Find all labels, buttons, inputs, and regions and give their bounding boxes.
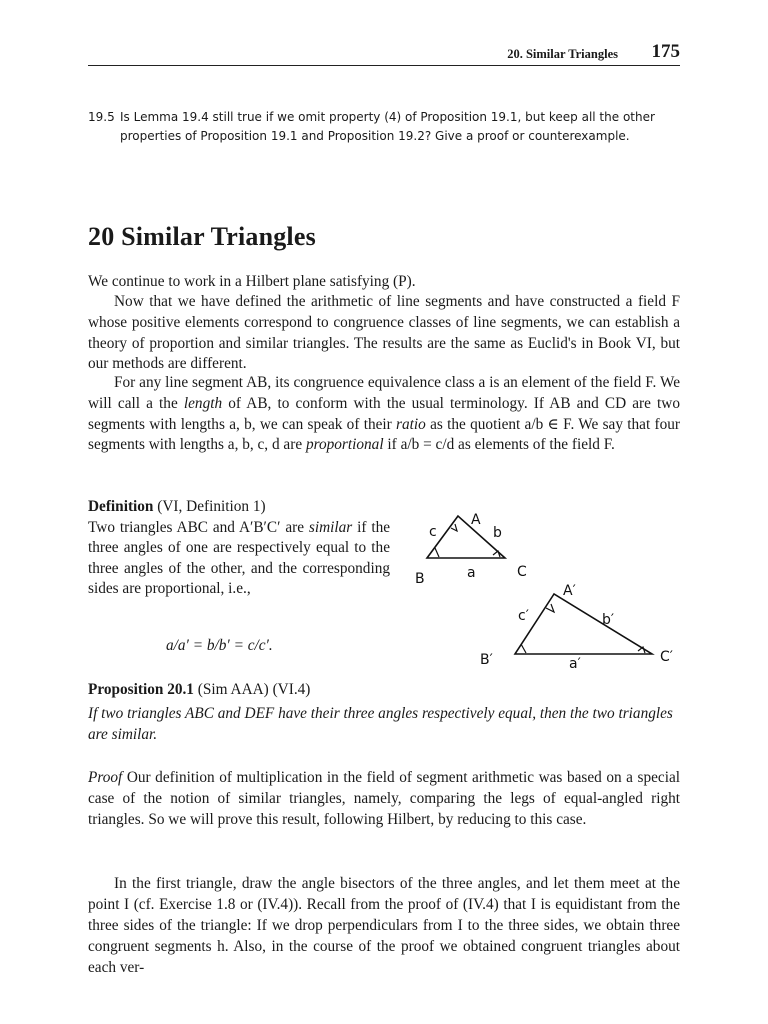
proposition-statement: If two triangles ABC and DEF have their three angles respectively equal, then the two triangles are similar. xyxy=(88,705,673,743)
para3-s4: if a/b = c/d as elements of the field F. xyxy=(383,436,615,454)
angle-mark-c-prime xyxy=(638,647,645,653)
label-A: A xyxy=(471,512,481,528)
term-proportional: proportional xyxy=(305,436,384,454)
definition-t2: if the three angles of one are respectively equal to the three angles of the other, and the corresponding sides are proportional, i.e., xyxy=(88,518,391,597)
label-c: c xyxy=(429,524,437,540)
term-length: length xyxy=(183,394,223,412)
exercise-text: Is Lemma 19.4 still true if we omit property (4) of Proposition 19.1, but keep all the other properties of Proposition 19.1 and Proposition 19.2? Give a proof or counterexample. xyxy=(120,110,655,143)
proof-text: Our definition of multiplication in the field of segment arithmetic was based on a special case of the notion of similar triangles, namely, comparing the legs of equal-angled right triangles. So we will prove this result, following Hilbert, by reducing to this case. xyxy=(88,769,680,828)
label-C-prime: C′ xyxy=(660,649,673,665)
page-number: 175 xyxy=(651,41,680,62)
paragraph-field: Now that we have defined the arithmetic of line segments and have constructed a field F whose positive elements correspond to congruence classes of line segments, we can establish a theory of proportion and similar triangles. The results are the same as Euclid's in Book VI, but our methods are different. xyxy=(88,293,680,373)
label-C: C xyxy=(517,564,527,580)
proposition-label: Proposition 20.1 xyxy=(88,681,194,698)
proposition-heading xyxy=(88,681,310,699)
paragraph-angle-bisectors: In the first triangle, draw the angle bisectors of the three angles, and let them meet at the point I (cf. Exercise 1.8 or (IV.4)). Recall from the proof of (IV.4) that I is equidistant from the three sides of the triangle: If we drop perpendiculars from I to the three sides, we obtain three congruent segments h. Also, in the course of the proof we obtained congruent triangles about each ver- xyxy=(88,875,680,976)
label-b-prime: b′ xyxy=(602,612,615,628)
definition-equation: a/a′ = b/b′ = c/c′. xyxy=(166,637,273,654)
angle-mark-b xyxy=(435,548,439,557)
exercise-number: 19.5 xyxy=(88,110,115,124)
term-similar: similar xyxy=(308,518,353,536)
definition-source: (VI, Definition 1) xyxy=(153,498,266,515)
section-title: 20 Similar Triangles xyxy=(88,222,316,251)
running-head-title: 20. Similar Triangles xyxy=(507,47,618,61)
label-a-prime: a′ xyxy=(569,656,581,672)
term-ratio: ratio xyxy=(396,415,426,433)
angle-mark-b-prime xyxy=(521,644,526,653)
label-B: B xyxy=(415,571,425,587)
label-a: a xyxy=(467,565,476,581)
proof-paragraph xyxy=(88,767,680,830)
para3-s3: as the quotient a/b ∈ F. We say that four segments with lengths a, b, c, d are xyxy=(88,415,680,454)
para3-s2: of AB, to conform with the usual terminology. If AB and CD are two segments with lengths a, b, we can speak of their xyxy=(88,394,680,433)
label-B-prime: B′ xyxy=(480,652,493,668)
definition-label: Definition xyxy=(88,498,154,515)
proposition-source: (Sim AAA) (VI.4) xyxy=(193,681,311,698)
label-c-prime: c′ xyxy=(518,608,529,624)
para3-s1: For any line segment AB, its congruence equivalence class a is an element of the field F. We will call a the xyxy=(88,374,680,412)
triangle-a-prime xyxy=(515,594,652,654)
definition-t1: Two triangles ABC and A′B′C′ are xyxy=(88,518,309,536)
label-b: b xyxy=(493,525,502,541)
paragraph-intro: We continue to work in a Hilbert plane satisfying (P). xyxy=(88,273,416,290)
label-A-prime: A′ xyxy=(563,583,576,599)
proof-label: Proof xyxy=(88,769,123,786)
